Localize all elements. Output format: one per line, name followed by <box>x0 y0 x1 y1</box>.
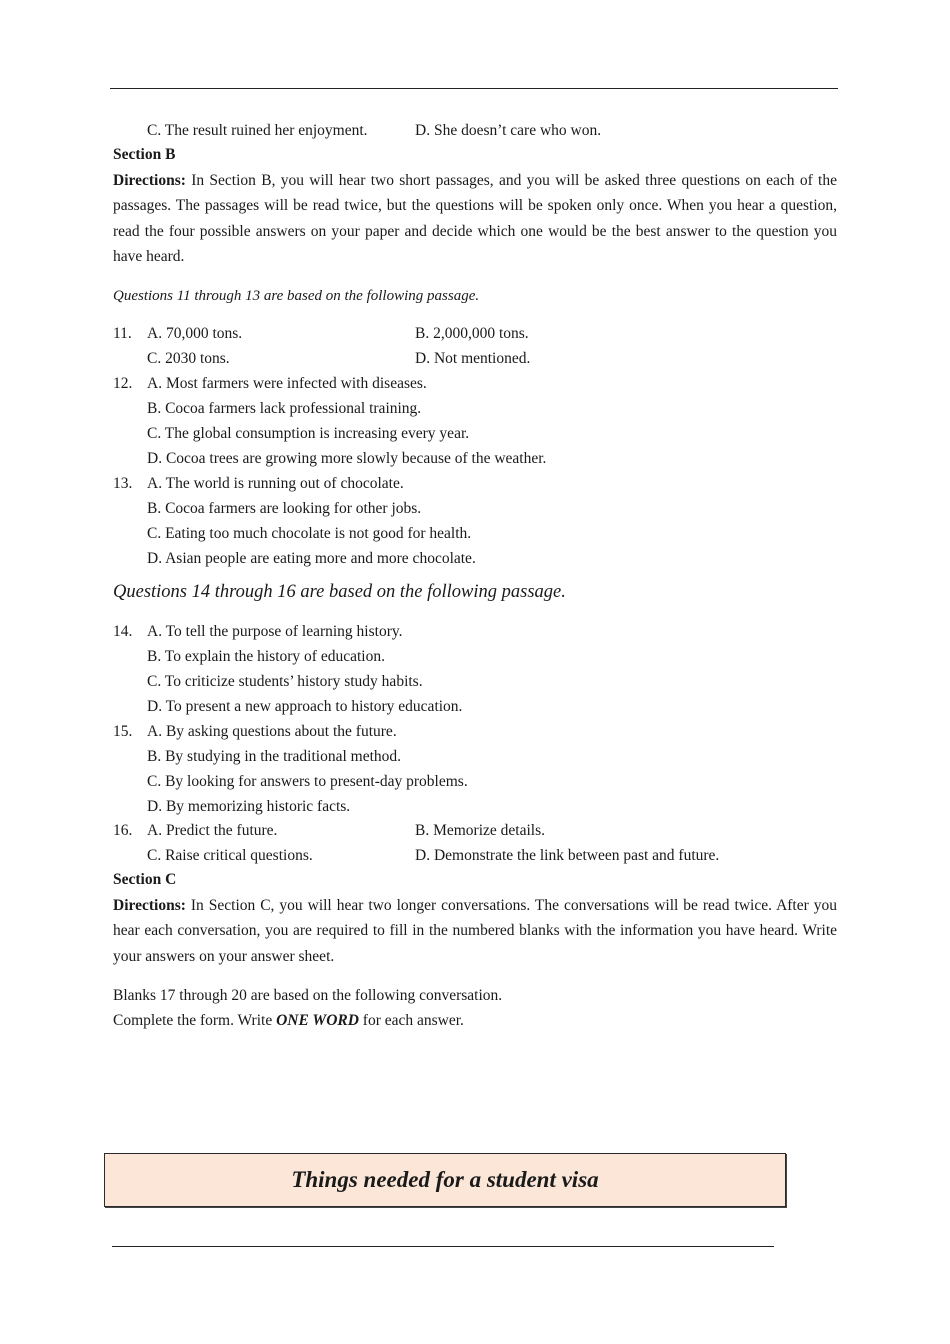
question-number: 11. <box>113 325 132 342</box>
option-c: C. Raise critical questions. <box>147 847 313 864</box>
question-number: 16. <box>113 822 133 839</box>
option-c: C. To criticize students’ history study habits. <box>147 673 423 690</box>
option-d: D. Demonstrate the link between past and future. <box>415 847 720 864</box>
section-b-directions <box>113 168 837 269</box>
option-a: A. The world is running out of chocolate. <box>147 475 404 492</box>
option-a: A. By asking questions about the future. <box>147 723 397 740</box>
option-b: B. Cocoa farmers are looking for other jobs. <box>147 500 422 517</box>
option-d: D. By memorizing historic facts. <box>147 798 351 815</box>
option-b: B. By studying in the traditional method. <box>147 748 402 765</box>
form-title-box <box>104 1153 786 1207</box>
complete-instruction <box>113 1011 464 1031</box>
question-number: 14. <box>113 623 133 640</box>
option-b: B. Memorize details. <box>415 822 545 839</box>
passage-1-intro: Questions 11 through 13 are based on the following passage. <box>113 288 480 304</box>
option-b: B. 2,000,000 tons. <box>415 325 529 342</box>
section-c-title: Section C <box>113 871 177 888</box>
section-b-directions-label: Directions: <box>113 172 186 189</box>
form-title: Things needed for a student visa <box>291 1167 599 1192</box>
footer-rule <box>112 1246 774 1247</box>
option-a: A. 70,000 tons. <box>147 325 243 342</box>
option-d: D. Not mentioned. <box>415 350 531 367</box>
question-number: 13. <box>113 475 133 492</box>
option-c: C. 2030 tons. <box>147 350 230 367</box>
one-word-emphasis: ONE WORD <box>276 1012 359 1029</box>
option-a: A. Predict the future. <box>147 822 278 839</box>
option-d: D. Asian people are eating more and more chocolate. <box>147 550 476 567</box>
option-a: A. Most farmers were infected with diseases. <box>147 375 427 392</box>
option-a: A. To tell the purpose of learning history. <box>147 623 403 640</box>
option-d: D. To present a new approach to history education. <box>147 698 463 715</box>
option-c: C. The global consumption is increasing every year. <box>147 425 470 442</box>
question-number: 12. <box>113 375 133 392</box>
option-c: C. By looking for answers to present-day problems. <box>147 773 468 790</box>
section-c-directions-label: Directions: <box>113 897 186 914</box>
header-rule <box>110 88 838 89</box>
complete-instruction-pre: Complete the form. Write <box>113 1012 277 1029</box>
option-10-c: C. The result ruined her enjoyment. <box>147 122 368 139</box>
complete-instruction-post: for each answer. <box>358 1012 464 1029</box>
section-c-directions <box>113 893 837 969</box>
blanks-intro: Blanks 17 through 20 are based on the following conversation. <box>113 987 503 1004</box>
option-b: B. To explain the history of education. <box>147 648 385 665</box>
option-b: B. Cocoa farmers lack professional training. <box>147 400 422 417</box>
section-b-title: Section B <box>113 146 176 163</box>
option-10-d: D. She doesn’t care who won. <box>415 122 602 139</box>
section-c-directions-text: In Section C, you will hear two longer conversations. The conversations will be read twice. After you hear each conversation, you are required to fill in the numbered blanks with the information you have heard. Write your answers on your answer sheet. <box>113 897 837 965</box>
passage-2-intro: Questions 14 through 16 are based on the following passage. <box>113 582 566 602</box>
section-b-directions-text: In Section B, you will hear two short passages, and you will be asked three questions on each of the passages. The passages will be read twice, but the questions will be spoken only once. When you hear a question, read the four possible answers on your paper and decide which one would be the best answer to the question you have heard. <box>113 172 837 265</box>
option-d: D. Cocoa trees are growing more slowly because of the weather. <box>147 450 547 467</box>
option-c: C. Eating too much chocolate is not good for health. <box>147 525 472 542</box>
question-number: 15. <box>113 723 133 740</box>
